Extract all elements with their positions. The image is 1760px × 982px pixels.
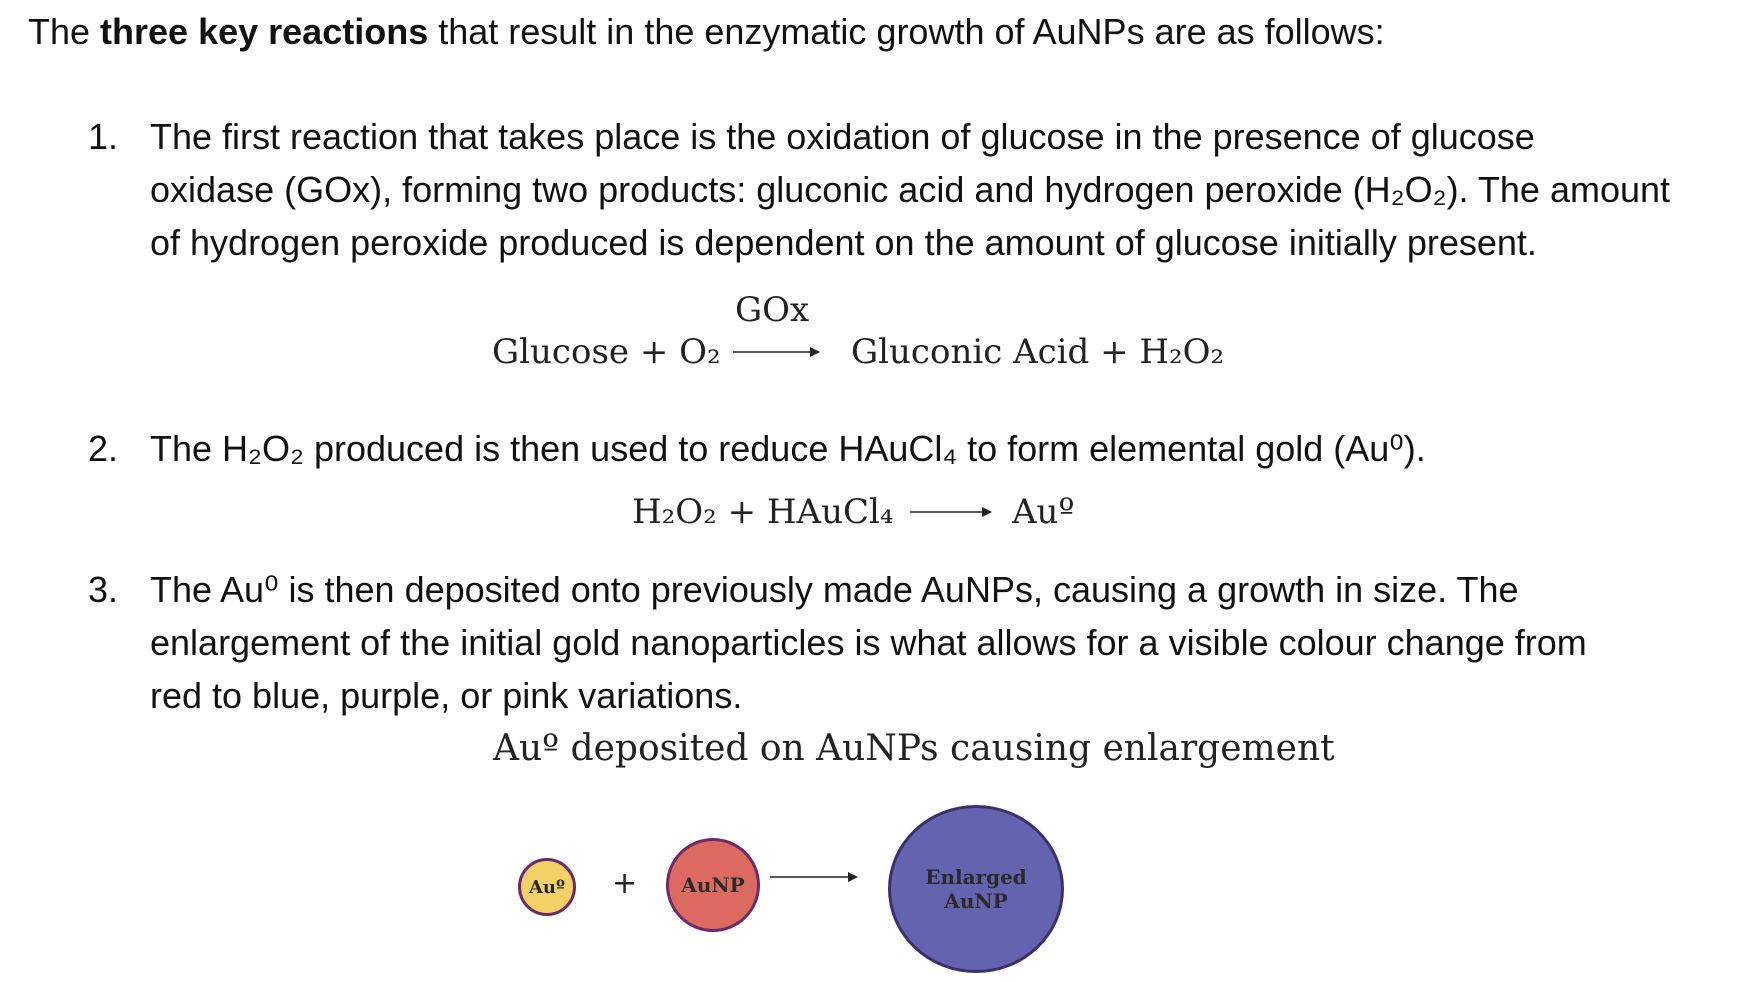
diagram-caption: Auº deposited on AuNPs causing enlargement xyxy=(493,728,1335,769)
enlarged-label-line-2: AuNP xyxy=(944,889,1008,913)
eq1-arrow-icon xyxy=(733,347,820,357)
enlarged-label-line-1: Enlarged xyxy=(925,865,1027,889)
eq1-catalyst: GOx xyxy=(735,290,810,330)
item3-line-1: The Au⁰ is then deposited onto previously made AuNPs, causing a growth in size. The xyxy=(150,569,1519,610)
intro-bold-phrase: three key reactions xyxy=(100,11,429,52)
intro-text-start: The xyxy=(28,11,101,52)
item1-line-2: oxidase (GOx), forming two products: gluconic acid and hydrogen peroxide (H₂O₂). The amount xyxy=(150,169,1671,210)
list-number-2: 2. xyxy=(88,428,119,469)
list-number-1: 1. xyxy=(88,116,119,157)
eq2-product: Auº xyxy=(1012,492,1075,532)
item3-line-3: red to blue, purple, or pink variations. xyxy=(150,675,743,716)
item3-line-2: enlargement of the initial gold nanoparticles is what allows for a visible colour change from xyxy=(150,622,1587,663)
aunp-particle-label: AuNP xyxy=(681,873,745,897)
list-number-3: 3. xyxy=(88,569,119,610)
item1-line-1: The first reaction that takes place is the oxidation of glucose in the presence of glucose xyxy=(150,116,1535,157)
item1-line-3: of hydrogen peroxide produced is dependent on the amount of glucose initially present. xyxy=(150,222,1537,263)
eq1-products: Gluconic Acid + H₂O₂ xyxy=(851,332,1225,372)
intro-text-end: that result in the enzymatic growth of AuNPs are as follows: xyxy=(428,11,1385,52)
eq2-reactants: H₂O₂ + HAuCl₄ xyxy=(632,492,894,532)
diagram-arrow-icon xyxy=(770,872,858,882)
item2-line-1: The H₂O₂ produced is then used to reduce HAuCl₄ to form elemental gold (Au⁰). xyxy=(150,428,1426,469)
au-particle-label: Auº xyxy=(528,876,566,898)
plus-sign: + xyxy=(612,866,638,901)
eq2-arrow-icon xyxy=(910,507,992,517)
eq1-reactants: Glucose + O₂ xyxy=(492,332,721,372)
